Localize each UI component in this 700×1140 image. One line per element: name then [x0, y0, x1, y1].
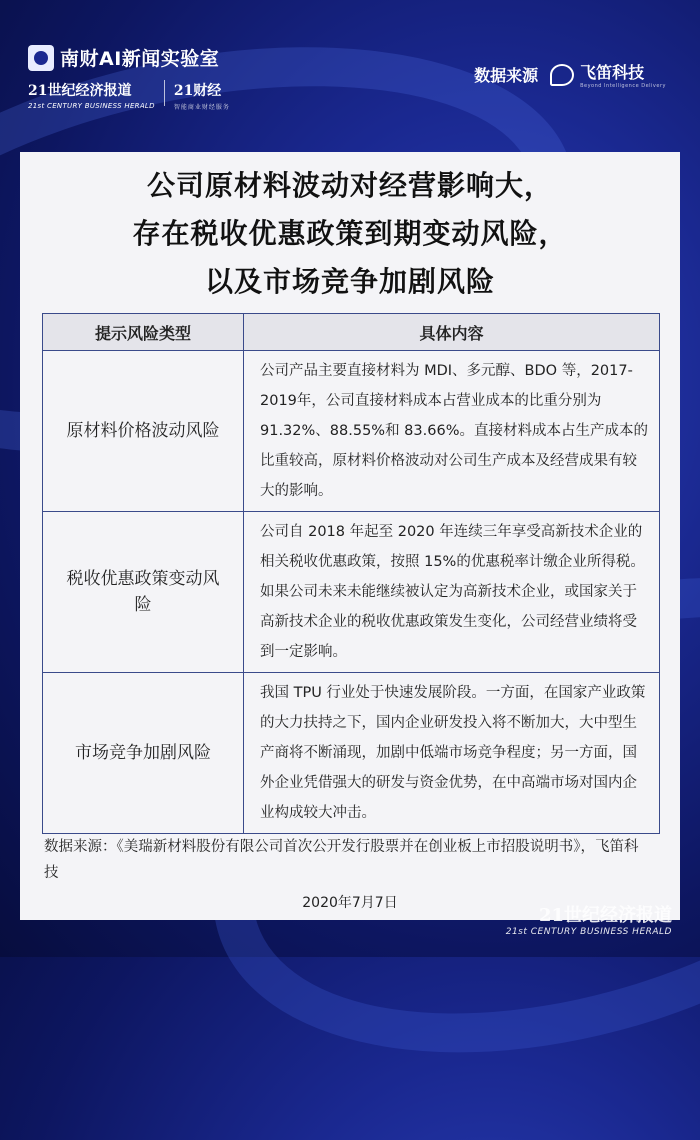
risk-content: 公司产品主要直接材料为 MDI、多元醇、BDO 等，2017-2019年，公司直接材料成本占营业成本的比重分别为 91.32%、88.55%和 83.66%。直接材料成本占生产成本的比重较高，原材料价格波动对公司生产成本及经营成果有较大的影响。	[244, 351, 660, 512]
content-card	[20, 152, 680, 920]
publish-date: 2020年7月7日	[302, 895, 398, 911]
risk-content: 公司自 2018 年起至 2020 年连续三年享受高新技术企业的相关税收优惠政策，按照 15%的优惠税率计缴企业所得税。如果公司未来未能继续被认定为高新技术企业，或国家关于高新技术企业的税收优惠政策发生变化，公司经营业绩将受到一定影响。	[244, 512, 660, 673]
column-header-type: 提示风险类型	[43, 314, 244, 351]
lab-name: 南财AI新闻实验室	[60, 48, 220, 70]
brand2-sub: 智能商业财经服务	[173, 104, 230, 111]
source-sub: Beyond Intelligence Delivery	[580, 83, 666, 89]
risk-table	[42, 313, 660, 834]
risk-category: 市场竞争加剧风险	[43, 673, 244, 834]
brand-21cbh	[28, 80, 155, 110]
brand-en: 21st CENTURY BUSINESS HERALD	[28, 102, 155, 110]
corner-brand-cn: 21世纪经济报道	[538, 905, 672, 926]
source-name: 飞笛科技	[580, 63, 645, 82]
source-label: 数据来源	[474, 66, 539, 85]
brand2-cn: 21财经	[173, 83, 222, 99]
table-header-row	[43, 314, 660, 351]
header	[0, 0, 700, 150]
table-row	[43, 351, 660, 512]
lab-logo	[28, 44, 219, 71]
header-source	[474, 60, 666, 89]
table-row	[43, 673, 660, 834]
feidi-logo-icon	[550, 64, 574, 86]
page-title	[20, 162, 680, 306]
brand-logos	[28, 80, 230, 111]
corner-brand-en: 21st CENTURY BUSINESS HERALD	[505, 927, 672, 937]
data-source-note: 数据来源：《美瑞新材料股份有限公司首次公开发行股票并在创业板上市招股说明书》，飞笛科技	[44, 839, 639, 881]
table-row	[43, 512, 660, 673]
corner-watermark	[506, 901, 672, 937]
title-line-2: 存在税收优惠政策到期变动风险，	[132, 217, 568, 250]
lab-logo-icon	[28, 45, 54, 71]
risk-category: 税收优惠政策变动风险	[43, 512, 244, 673]
brand-cn: 21世纪经济报道	[28, 83, 132, 99]
column-header-content: 具体内容	[244, 314, 660, 351]
feidi-logo	[580, 60, 666, 89]
risk-content: 我国 TPU 行业处于快速发展阶段。一方面，在国家产业政策的大力扶持之下，国内企业研发投入将不断加大，大中型生产商将不断涌现，加剧中低端市场竞争程度；另一方面，国外企业凭借强大的研发与资金优势，在中高端市场对国内企业构成较大冲击。	[244, 673, 660, 834]
title-line-3: 以及市场竞争加剧风险	[204, 265, 495, 298]
title-line-1: 公司原材料波动对经营影响大，	[146, 169, 553, 202]
brand-divider	[164, 80, 165, 106]
brand-21cj	[174, 80, 230, 111]
risk-category: 原材料价格波动风险	[43, 351, 244, 512]
